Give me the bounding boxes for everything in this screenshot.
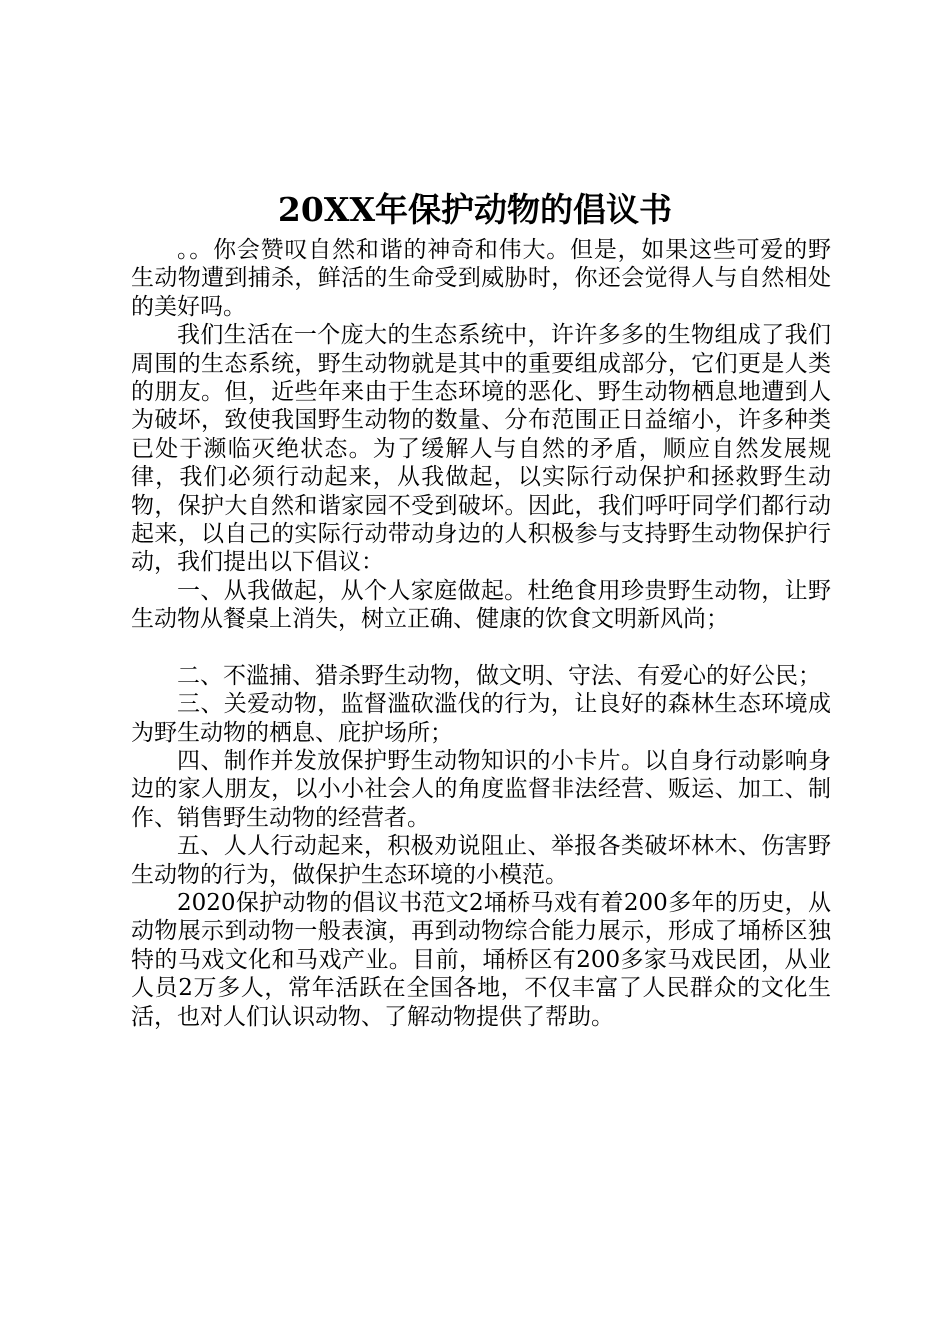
proposal-item-1: 一、从我做起，从个人家庭做起。杜绝食用珍贵野生动物，让野生动物从餐桌上消失，树立正确、健康的饮食文明新风尚； (131, 577, 831, 633)
paragraph-intro: 。。你会赞叹自然和谐的神奇和伟大。但是，如果这些可爱的野生动物遭到捕杀，鲜活的生命受到威胁时，你还会觉得人与自然相处的美好吗。 (131, 237, 831, 320)
paragraph-ecosystem: 我们生活在一个庞大的生态系统中，许许多多的生物组成了我们周围的生态系统，野生动物就是其中的重要组成部分，它们更是人类的朋友。但，近些年来由于生态环境的恶化、野生动物栖息地遭到人为破坏，致使我国野生动物的数量、分布范围正日益缩小，许多种类已处于濒临灭绝状态。为了缓解人与自然的矛盾，顺应自然发展规律，我们必须行动起来，从我做起，以实际行动保护和拯救野生动物，保护大自然和谐家园不受到破坏。因此，我们呼吁同学们都行动起来，以自己的实际行动带动身边的人积极参与支持野生动物保护行动，我们提出以下倡议： (131, 322, 831, 576)
proposal-item-5: 五、人人行动起来，积极劝说阻止、举报各类破坏林木、伤害野生动物的行为，做保护生态环境的小模范。 (131, 833, 831, 888)
proposal-item-2: 二、不滥捕、猎杀野生动物，做文明、守法、有爱心的好公民； (177, 662, 821, 689)
proposal-item-3: 三、关爱动物，监督滥砍滥伐的行为，让良好的森林生态环境成为野生动物的栖息、庇护场所； (131, 691, 831, 746)
proposal-item-4: 四、制作并发放保护野生动物知识的小卡片。以自身行动影响身边的家人朋友，以小小社会人的角度监督非法经营、贩运、加工、制作、销售野生动物的经营者。 (131, 747, 831, 831)
document-body (131, 236, 831, 1031)
document-title: 20XX年保护动物的倡议书 (277, 190, 673, 229)
paragraph-circus: 2020保护动物的倡议书范文2埇桥马戏有着200多年的历史，从动物展示到动物一般表演，再到动物综合能力展示，形成了埇桥区独特的马戏文化和马戏产业。目前，埇桥区有200多家马戏民团，从业人员2万多人，常年活跃在全国各地，不仅丰富了人民群众的文化生活，也对人们认识动物、了解动物提供了帮助。 (131, 889, 831, 1030)
